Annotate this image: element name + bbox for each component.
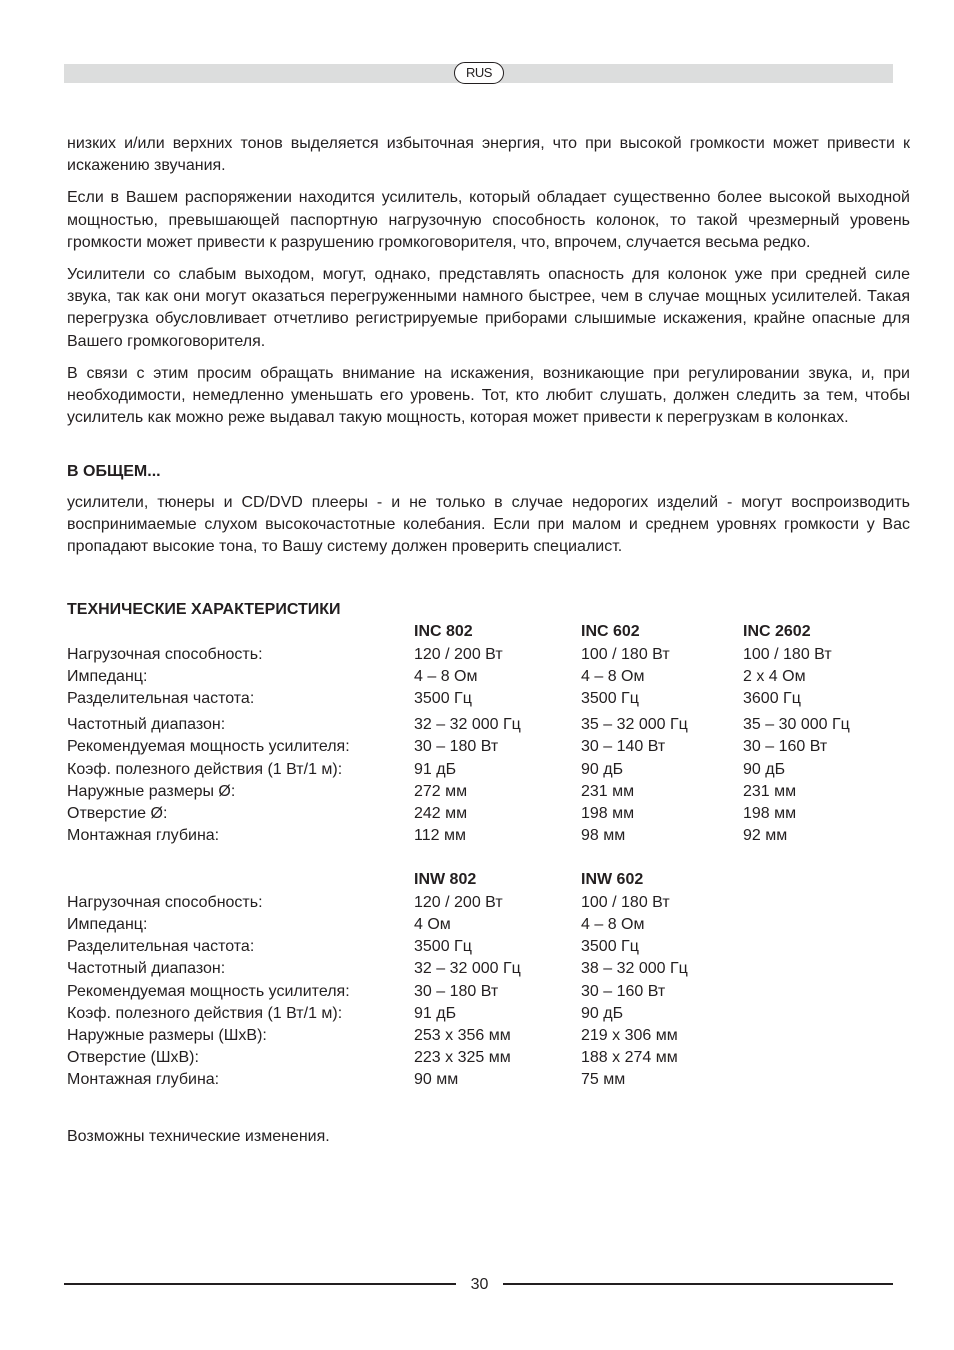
spec-value: 35 – 30 000 Гц bbox=[743, 716, 850, 734]
table-row bbox=[67, 892, 903, 914]
spec-value: 198 мм bbox=[743, 805, 797, 823]
spec-label: Разделительная частота: bbox=[67, 690, 255, 708]
spec-value: 4 Ом bbox=[414, 915, 451, 933]
language-badge: RUS bbox=[454, 62, 504, 84]
model-name: INC 602 bbox=[581, 623, 640, 641]
table-row bbox=[67, 688, 903, 710]
spec-value: 112 мм bbox=[414, 827, 466, 845]
model-name: INC 802 bbox=[414, 623, 473, 641]
paragraph: Если в Вашем распоряжении находится усилитель, который обладает существенно более высокой выходной мощностью, превышающей паспортную нагрузочную способность колонок, то такой чрезмерный уровень громкости может привести к разрушению громкоговорителя, что, впрочем, случается весьма редко. bbox=[67, 189, 910, 251]
spec-label: Разделительная частота: bbox=[67, 938, 255, 956]
footer-rule-left bbox=[64, 1283, 456, 1285]
spec-value: 30 – 180 Вт bbox=[414, 982, 499, 1000]
table-row bbox=[67, 914, 903, 936]
specs-table-inc bbox=[67, 621, 903, 847]
spec-label: Частотный диапазон: bbox=[67, 960, 226, 978]
spec-value: 272 мм bbox=[414, 782, 468, 800]
spec-label: Рекомендуемая мощность усилителя: bbox=[67, 738, 350, 756]
spec-value: 100 / 180 Вт bbox=[743, 645, 832, 663]
spec-value: 90 дБ bbox=[743, 760, 786, 778]
spec-value: 3500 Гц bbox=[581, 938, 639, 956]
spec-value: 3600 Гц bbox=[743, 690, 801, 708]
model-name: INW 802 bbox=[414, 871, 477, 889]
spec-value: 75 мм bbox=[581, 1071, 626, 1089]
table-row bbox=[67, 736, 903, 758]
spec-value: 91 дБ bbox=[414, 760, 457, 778]
table-row bbox=[67, 958, 903, 980]
spec-value: 3500 Гц bbox=[581, 690, 639, 708]
table-row bbox=[67, 781, 903, 803]
model-name: INC 2602 bbox=[743, 623, 811, 641]
page-number: 30 bbox=[470, 1276, 489, 1293]
spec-label: Монтажная глубина: bbox=[67, 827, 220, 845]
footer-rule-right bbox=[503, 1283, 893, 1285]
spec-label: Коэф. полезного действия (1 Вт/1 м): bbox=[67, 760, 343, 778]
table-row bbox=[67, 759, 903, 781]
spec-value: 3500 Гц bbox=[414, 938, 472, 956]
spec-value: 38 – 32 000 Гц bbox=[581, 960, 688, 978]
spec-value: 32 – 32 000 Гц bbox=[414, 716, 521, 734]
model-name: INW 602 bbox=[581, 871, 644, 889]
spec-value: 188 x 274 мм bbox=[581, 1049, 678, 1067]
spec-value: 223 x 325 мм bbox=[414, 1049, 511, 1067]
specs-table-inw bbox=[67, 869, 903, 1091]
spec-value: 90 мм bbox=[414, 1071, 459, 1089]
table-row bbox=[67, 803, 903, 825]
spec-value: 90 дБ bbox=[581, 1004, 624, 1022]
spec-label: Наружные размеры (ШxВ): bbox=[67, 1026, 267, 1044]
table-row bbox=[67, 644, 903, 666]
paragraph: В связи с этим просим обращать внимание на искажения, возникающие при регулировании звука, и, при необходимости, немедленно уменьшать его уровень. Тот, кто любит слушать, должен следить за тем, чтобы усилитель как можно реже выдавал такую мощность, которая может привести к перегрузкам в колонках. bbox=[67, 364, 910, 427]
spec-value: 100 / 180 Вт bbox=[581, 645, 670, 663]
spec-label: Нагрузочная способность: bbox=[67, 893, 263, 911]
table-row bbox=[67, 936, 903, 958]
spec-value: 2 x 4 Ом bbox=[743, 667, 806, 685]
general-section-text: усилители, тюнеры и CD/DVD плееры - и не только в случае недорогих изделий - могут воспроизводить воспринимаемые слухом высокочастотные колебания. Если при малом и среднем уровнях громкости у Вас пропадают высокие тона, то Вашу систему должен проверить специалист. bbox=[67, 493, 910, 556]
spec-label: Частотный диапазон: bbox=[67, 716, 226, 734]
spec-value: 90 дБ bbox=[581, 760, 624, 778]
spec-value: 4 – 8 Ом bbox=[581, 915, 645, 933]
spec-label: Импеданц: bbox=[67, 915, 148, 933]
spec-value: 242 мм bbox=[414, 805, 468, 823]
table-header-row bbox=[67, 869, 903, 891]
spec-value: 253 x 356 мм bbox=[414, 1026, 511, 1044]
spec-value: 120 / 200 Вт bbox=[414, 893, 503, 911]
spec-label: Коэф. полезного действия (1 Вт/1 м): bbox=[67, 1004, 343, 1022]
spec-value: 100 / 180 Вт bbox=[581, 893, 670, 911]
spec-value: 35 – 32 000 Гц bbox=[581, 716, 688, 734]
spec-value: 219 x 306 мм bbox=[581, 1026, 678, 1044]
spec-value: 120 / 200 Вт bbox=[414, 645, 503, 663]
spec-value: 231 мм bbox=[581, 782, 635, 800]
spec-label: Импеданц: bbox=[67, 667, 148, 685]
table-row bbox=[67, 666, 903, 688]
table-row bbox=[67, 1069, 903, 1091]
spec-value: 92 мм bbox=[743, 827, 788, 845]
table-row bbox=[67, 1047, 903, 1069]
table-row bbox=[67, 1025, 903, 1047]
spec-value: 30 – 180 Вт bbox=[414, 738, 499, 756]
spec-value: 30 – 140 Вт bbox=[581, 738, 666, 756]
table-row bbox=[67, 981, 903, 1003]
spec-label: Отверстие (ШxВ): bbox=[67, 1049, 199, 1067]
spec-value: 91 дБ bbox=[414, 1004, 457, 1022]
spec-label: Нагрузочная способность: bbox=[67, 645, 263, 663]
spec-value: 3500 Гц bbox=[414, 690, 472, 708]
table-header-row bbox=[67, 621, 903, 643]
spec-label: Рекомендуемая мощность усилителя: bbox=[67, 982, 350, 1000]
spec-value: 98 мм bbox=[581, 827, 626, 845]
spec-value: 231 мм bbox=[743, 782, 797, 800]
table-row bbox=[67, 710, 903, 736]
spec-value: 198 мм bbox=[581, 805, 635, 823]
spec-label: Монтажная глубина: bbox=[67, 1071, 220, 1089]
spec-label: Отверстие Ø: bbox=[67, 805, 168, 823]
table-row bbox=[67, 825, 903, 847]
spec-value: 30 – 160 Вт bbox=[743, 738, 828, 756]
paragraph: низких и/или верхних тонов выделяется избыточная энергия, что при высокой громкости может привести к искажению звучания. bbox=[67, 135, 910, 175]
general-section-title: В ОБЩЕМ... bbox=[67, 463, 161, 481]
spec-value: 30 – 160 Вт bbox=[581, 982, 666, 1000]
paragraph: Усилители со слабым выходом, могут, однако, представлять опасность для колонок уже при средней силе звука, так как они могут оказаться перегруженными намного быстрее, чем в случае мощных усилителей. Такая перегрузка обусловливает отчетливо регистрируемые приборами слышимые искажения, крайне опасные для Вашего громкоговорителя. bbox=[67, 266, 910, 350]
spec-value: 4 – 8 Ом bbox=[581, 667, 645, 685]
spec-value: 4 – 8 Ом bbox=[414, 667, 478, 685]
spec-label: Наружные размеры Ø: bbox=[67, 782, 236, 800]
spec-value: 32 – 32 000 Гц bbox=[414, 960, 521, 978]
page-content bbox=[67, 133, 910, 1148]
table-row bbox=[67, 1003, 903, 1025]
specs-section-title: ТЕХНИЧЕСКИЕ ХАРАКТЕРИСТИКИ bbox=[67, 601, 341, 619]
technical-changes-note: Возможны технические изменения. bbox=[67, 1127, 330, 1145]
